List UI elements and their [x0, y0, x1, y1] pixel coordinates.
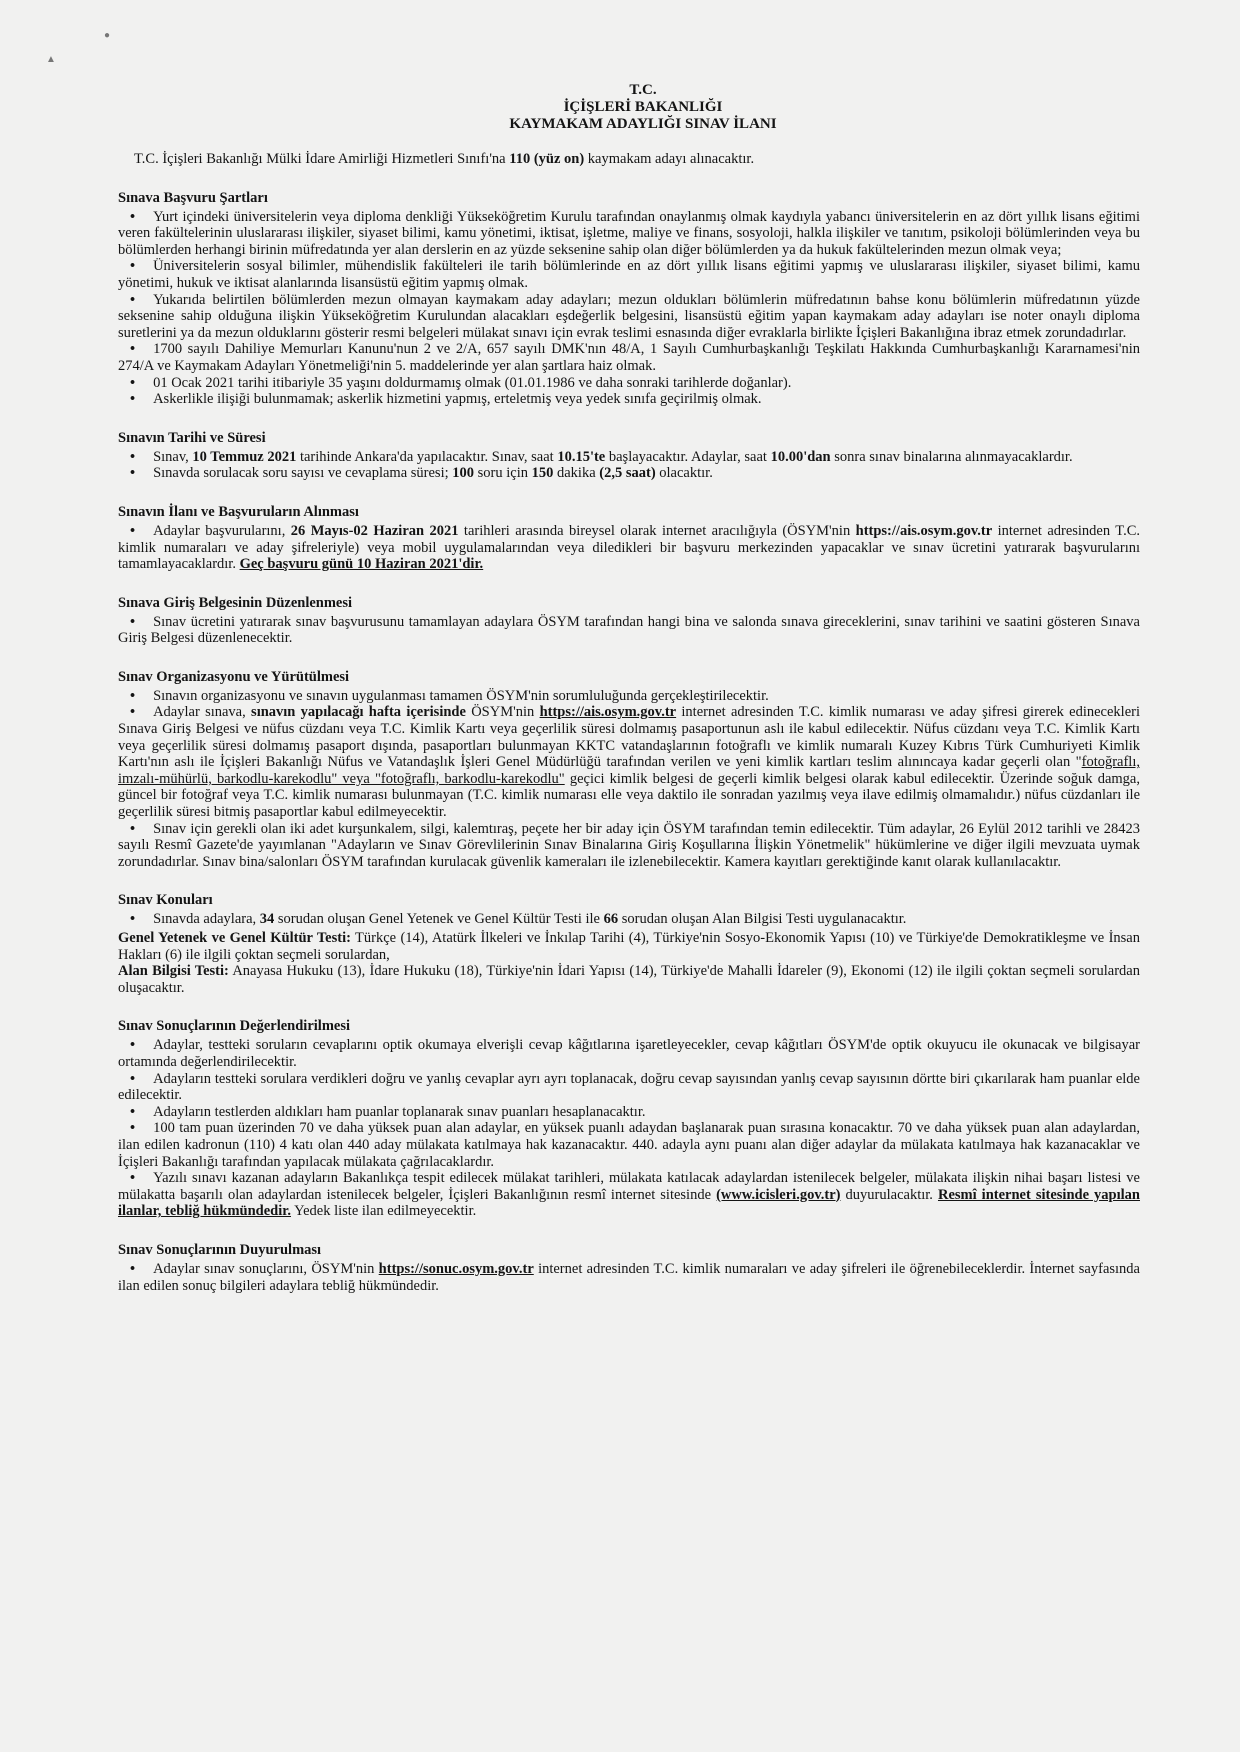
bullet-icon: •	[130, 208, 136, 225]
section-title: Sınavın İlanı ve Başvuruların Alınması	[118, 503, 359, 520]
text-run: Adayların testlerden aldıkları ham puanlar toplanarak sınav puanları hesaplanacaktır.	[153, 1103, 646, 1120]
bullet-icon: •	[130, 1070, 136, 1087]
text-run: 100 tam puan üzerinden 70 ve daha yüksek puan alan adaylar, en yüksek puanlı adaydan başlanarak puan sırasına konacaktır. 70 ve daha yüksek puan alan adaylardan, ilan edilen kadronun (110) 4 katı olan 440 aday mülakata katılmaya hak kazanacaktır. 440. adayla aynı puanı alan diğer adaylar da mülakata katılmaya hak kazanacaklar ve İçişleri Bakanlığı tarafından yapılacak mülakata çağrılacaklardır.	[118, 1120, 1140, 1170]
ais-link[interactable]: https://ais.osym.gov.tr	[539, 704, 677, 721]
text-run: 66	[603, 911, 619, 928]
text-run: Askerlikle ilişiği bulunmamak; askerlik hizmetini yapmış, erteletmiş veya yedek sınıfa geçirilmiş olmak.	[153, 391, 762, 408]
text-run: sınavın yapılacağı hafta içerisinde	[251, 704, 466, 721]
text-run: Genel Yetenek ve Genel Kültür Testi:	[118, 930, 351, 946]
text-run: Adayların testteki sorulara verdikleri doğru ve yanlış cevaplar ayrı ayrı toplanacak, doğru cevap sayısından yanlış cevap sayısının dörtte biri çıkarılarak ham puanlar elde edilecektir.	[118, 1070, 1140, 1104]
text-run: ÖSYM'nin	[465, 704, 540, 721]
text-run: Adaylar sınava,	[153, 704, 252, 721]
list-item	[118, 465, 1140, 482]
text-run: Sınav,	[153, 448, 193, 465]
text-run: tarihleri arasında bireysel olarak internet aracılığıyla (ÖSYM'nin	[458, 522, 856, 539]
text-run: Sınavda sorulacak soru sayısı ve cevaplama süresi;	[153, 465, 453, 482]
list-item	[118, 1104, 1140, 1121]
text-run: 26 Mayıs-02 Haziran 2021	[290, 522, 459, 539]
section-results-evaluation	[118, 1018, 1140, 1220]
header-line: T.C.	[629, 82, 657, 98]
section-title: Sınava Başvuru Şartları	[118, 189, 268, 206]
text-run: Adaylar başvurularını,	[153, 522, 291, 539]
bullet-icon: •	[130, 291, 136, 308]
intro-paragraph	[134, 151, 1140, 168]
list-item	[118, 209, 1140, 259]
text-run: 150	[531, 465, 554, 482]
section-title: Sınav Sonuçlarının Değerlendirilmesi	[118, 1018, 351, 1035]
list-item	[118, 1037, 1140, 1070]
list-item	[118, 1120, 1140, 1170]
section-exam-topics	[118, 892, 1140, 996]
section-title: Sınav Sonuçlarının Duyurulması	[118, 1241, 322, 1258]
section-title: Sınava Giriş Belgesinin Düzenlenmesi	[118, 594, 353, 611]
text-run: dakika	[553, 465, 600, 482]
bullet-icon: •	[130, 1120, 136, 1137]
bullet-icon: •	[130, 1170, 136, 1187]
list-item	[118, 704, 1140, 820]
scan-speck: ▲	[46, 54, 56, 65]
list-item	[118, 375, 1140, 392]
text-run: Yazılı sınavı kazanan adayların Bakanlıkça tespit edilecek mülakat tarihleri, mülakata katılacak adaylardan istenilecek belgeler, mülakata ilişkin nihai başarı listesi ve mülakatta başarılı olan adaylardan istenilecek belgeler, İçişleri Bakanlığının resmî internet sitesinde	[118, 1170, 1140, 1203]
text-run: internet adresinden T.C. kimlik numaraları ve aday şifreleri ile öğrenebileceklerdir. İnternet sayfasında ilan edilen sonuç bilgileri adaylara tebliğ hükmündedir.	[118, 1260, 1140, 1294]
bullet-icon: •	[130, 1103, 136, 1120]
text-run: Alan Bilgisi Testi:	[118, 963, 229, 980]
text-run: 10.00'dan	[770, 448, 831, 465]
text-run: T.C. İçişleri Bakanlığı Mülki İdare Amirliği Hizmetleri Sınıfı'na	[134, 151, 510, 167]
text-run: Yedek liste ilan edilmeyecektir.	[291, 1203, 477, 1220]
bullet-icon: •	[130, 391, 136, 408]
list-item	[118, 449, 1140, 466]
text-run: Sınav için gerekli olan iki adet kurşunkalem, silgi, kalemtıraş, peçete her bir aday için ÖSYM tarafından temin edilecektir. Tüm adaylar, 26 Eylül 2012 tarihli ve 28423 sayılı Resmî Gazete'de yayımlanan "Adayların ve Sınav Görevlilerinin Sınav Binalarına Giriş Koşullarına İlişkin Yönetmelik" hükümlerine ve diğer ilgili mevzuata uymak zorundadırlar. Sınav bina/salonları ÖSYM tarafından kurulacak güvenlik kameraları ile izlenebilecektir. Kamera kayıtları gerektiğinde kanıt olarak kullanılacaktır.	[118, 820, 1140, 870]
sonuc-link[interactable]: https://sonuc.osym.gov.tr	[378, 1260, 534, 1277]
text-run: (2,5 saat)	[599, 465, 656, 482]
list-item	[118, 821, 1140, 871]
text-run: Resmî internet sitesinde yapılan ilanlar, tebliğ hükmündedir.	[118, 1186, 1140, 1220]
text-run: geçici kimlik belgesi de geçerli kimlik belgesi olarak kabul edilecektir. Üzerinde soğuk damga, güncel bir fotoğraf veya T.C. kimlik numarası bulunmayan (T.C. kimlik numarası elle veya daktilo ile sonradan yazılmış veya ilave edilmiş olmamalıdır.) nüfus cüzdanları ile geçerlilik süresi bitmiş pasaportlar kabul edilmeyecektir.	[118, 770, 1140, 821]
section-title: Sınav Organizasyonu ve Yürütülmesi	[118, 668, 350, 685]
bullet-icon: •	[130, 465, 136, 482]
list-item	[118, 341, 1140, 374]
text-run: tarihinde Ankara'da yapılacaktır. Sınav, saat	[296, 448, 558, 465]
text-run: sonra sınav binalarına alınmayacaklardır.	[830, 448, 1073, 465]
bullet-icon: •	[130, 704, 136, 721]
list-item	[118, 1261, 1140, 1294]
list-item	[118, 391, 1140, 408]
bullet-icon: •	[130, 1037, 136, 1054]
text-run: 01 Ocak 2021 tarihi itibariyle 35 yaşını doldurmamış olmak (01.01.1986 ve daha sonraki tarihlerde doğanlar).	[153, 374, 792, 391]
bullet-icon: •	[130, 522, 136, 539]
bullet-icon: •	[130, 687, 136, 704]
text-run: Yukarıda belirtilen bölümlerden mezun olmayan kaymakam aday adayları; mezun oldukları bölümlerin müfredatının bahse konu bölümlerin müfredatının yüzde sekseninе sahip olduğuna ilişkin Yükseköğretim Kurulundan alacakları eşdeğerlik belgesini, lisansüstü eğitim yapan kaymakam aday adayları ise noter onaylı diploma suretlerini ya da mezun olduklarını gösterir resmi belgeleri mülakat sınavı için evrak teslimi esnasında diğer evraklarla birlikte İçişleri Bakanlığına ibraz etmek zorundadırlar.	[118, 291, 1140, 341]
text-run: Sınav ücretini yatırarak sınav başvurusunu tamamlayan adaylara ÖSYM tarafından hangi bina ve salonda sınava gireceklerini, sınav tarihini ve saatini gösteren Sınava Giriş Belgesi düzenlenecektir.	[118, 613, 1140, 647]
header-line: İÇİŞLERİ BAKANLIĞI	[563, 99, 723, 115]
text-run: fotoğraflı, imzalı-mühürlü, barkodlu-karekodlu" veya "fotoğraflı, barkodlu-karekodlu"	[118, 754, 1140, 787]
section-exam-organization	[118, 669, 1140, 871]
list-item	[118, 911, 1140, 928]
general-test-paragraph	[118, 930, 1140, 963]
text-run: Adaylar sınav sonuçlarını, ÖSYM'nin	[153, 1260, 379, 1277]
icisleri-link[interactable]: (www.icisleri.gov.tr)	[716, 1186, 841, 1203]
bullet-icon: •	[130, 911, 136, 928]
section-exam-date	[118, 430, 1140, 482]
section-results-announcement	[118, 1242, 1140, 1294]
text-run: Yurt içindeki üniversitelerin veya diploma denkliği Yükseköğretim Kurulu tarafından onaylanmış olmak kaydıyla yabancı üniversitelerin en az dört yıllık lisans eğitimi veren fakültelerinin uluslararası ilişkiler, siyaset bilimi, kamu yönetimi, iktisat, işletme, maliye ve finans, sosyoloji, halkla ilişkiler ve tanıtım, psikoloji bölümlerinden veya bu bölümlerden herhangi birinin müfredatında yer alan derslerin en az yüzde sekseninе sahip olan diğer bölümlerden ya da hukuk fakültelerinden mezun olmak veya;	[118, 208, 1140, 258]
text-run: başlayacaktır. Adaylar, saat	[605, 448, 771, 465]
bullet-icon: •	[130, 341, 136, 358]
bullet-icon: •	[130, 258, 136, 275]
bullet-icon: •	[130, 820, 136, 837]
text-run: 34	[259, 911, 275, 928]
text-run: sorudan oluşan Genel Yetenek ve Genel Kültür Testi ile	[274, 911, 604, 928]
text-run: kaymakam adayı alınacaktır.	[584, 151, 755, 167]
text-run: Adaylar, testteki soruların cevaplarını optik okumaya elverişli cevap kâğıtlarına işaretleyecekler, cevap kâğıtları ÖSYM'de optik okuyucu ile okunacak ve bilgisayar ortamında değerlendirilecektir.	[118, 1037, 1140, 1070]
bullet-icon: •	[130, 613, 136, 630]
text-run: sorudan oluşan Alan Bilgisi Testi uygulanacaktır.	[618, 911, 907, 928]
list-item	[118, 1071, 1140, 1104]
document-header	[146, 82, 1140, 133]
text-run: 100	[452, 465, 475, 482]
text-run: Üniversitelerin sosyal bilimler, mühendislik fakülteleri ile tarih bölümlerinde en az dört yıllık lisans eğitimi yapmış ve uluslararası ilişkiler, siyaset bilimi, kamu yönetimi, hukuk ve iktisat alanlarında lisansüstü eğitim yapmış olmak.	[118, 258, 1140, 291]
bullet-icon: •	[130, 374, 136, 391]
list-item	[118, 292, 1140, 342]
section-title: Sınavın Tarihi ve Süresi	[118, 429, 266, 446]
list-item	[118, 688, 1140, 705]
text-run: 110 (yüz on)	[509, 151, 585, 167]
text-run: Türkçe (14), Atatürk İlkeleri ve İnkılap Tarihi (4), Türkiye'nin Sosyo-Ekonomik Yapısı (10) ve Türkiye'de Demokratikleşme ve İnsan Hakları (6) ile ilgili çoktan seçmeli sorulardan,	[118, 930, 1140, 963]
text-run: Sınavın organizasyonu ve sınavın uygulanması tamamen ÖSYM'nin sorumluluğunda gerçekleştirilecektir.	[153, 687, 769, 704]
section-announcement-applications	[118, 504, 1140, 573]
text-run: duyurulacaktır.	[840, 1186, 938, 1203]
section-title: Sınav Konuları	[118, 892, 213, 909]
text-run: Anayasa Hukuku (13), İdare Hukuku (18), Türkiye'nin İdari Yapısı (14), Türkiye'de Mahalli İdareler (9), Ekonomi (12) ile ilgili çoktan seçmeli sorulardan oluşacaktır.	[118, 963, 1140, 996]
header-title: KAYMAKAM ADAYLIĞI SINAV İLANI	[509, 116, 777, 132]
text-run: 10 Temmuz 2021	[192, 448, 297, 465]
list-item	[118, 523, 1140, 573]
section-application-requirements	[118, 190, 1140, 408]
bullet-icon: •	[130, 1260, 136, 1277]
text-run: 1700 sayılı Dahiliye Memurları Kanunu'nun 2 ve 2/A, 657 sayılı DMK'nın 48/A, 1 Sayılı Cumhurbaşkanlığı Teşkilatı Hakkında Cumhurbaşkanlığı Kararnamesi'nin 274/A ve Kaymakam Adayları Yönetmeliği'nin 5. maddelerinde yer alan şartlara haiz olmak.	[118, 341, 1140, 374]
bullet-icon: •	[130, 448, 136, 465]
list-item	[118, 1170, 1140, 1220]
scan-speck: ●	[104, 30, 111, 41]
text-run: olacaktır.	[655, 465, 713, 482]
list-item	[118, 258, 1140, 291]
text-run: soru için	[474, 465, 532, 482]
text-run: 10.15'te	[557, 448, 606, 465]
list-item	[118, 614, 1140, 647]
field-test-paragraph	[118, 963, 1140, 996]
section-entry-document	[118, 595, 1140, 647]
text-run: internet adresinden T.C. kimlik numarası ve aday şifresi girerek edinecekleri Sınava Giriş Belgesi ve nüfus cüzdanı veya T.C. Kimlik Kartı veya geçerlilik süresi dolmamış pasaportunun aslı ile kabul edilecektir. Nüfus cüzdanı veya T.C. Kimlik Kartı veya geçerlilik süresi dolmamış pasaport dışında, pasaportları bulunmayan KKTC vatandaşlarının fotoğraflı ve kimlik numaralı Kuzey Kıbrıs Türk Cumhuriyeti Kimlik Kartı'nın aslı ile İçişleri Bakanlığı Nüfus ve Vatandaşlık İşleri Genel Müdürlüğü tarafından verilen ve yeni kimlik kartları teslim alınıncaya kadar geçerli olan "	[118, 704, 1140, 771]
text-run: Sınavda adaylara,	[153, 911, 260, 928]
late-application-note: Geç başvuru günü 10 Haziran 2021'dir.	[239, 556, 484, 573]
ais-link[interactable]: https://ais.osym.gov.tr	[855, 522, 993, 539]
text-run: internet adresinden T.C. kimlik numaraları ve aday şifreleriyle) veya mobil uygulamalarından veya diledikleri bir başvuru merkezinden yapacaklar ve sınav ücretini yatırarak başvurularını tamamlayacaklardır.	[118, 522, 1140, 573]
